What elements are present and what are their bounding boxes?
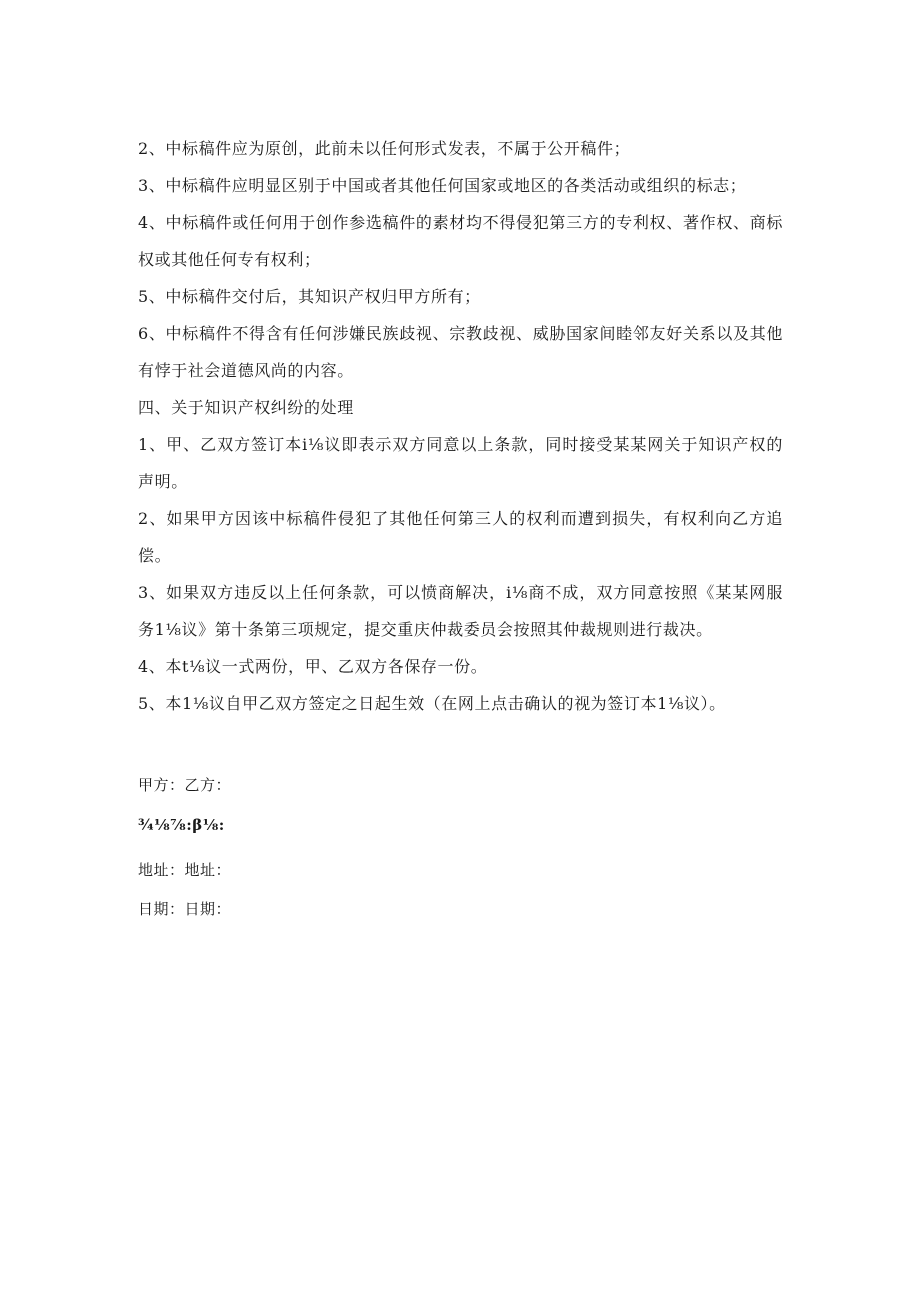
clause-5: 5、中标稿件交付后，其知识产权归甲方所有； [138, 287, 481, 306]
signature-address: 地址：地址： [138, 861, 232, 879]
clause-3: 3、中标稿件应明显区别于中国或者其他任何国家或地区的各类活动或组织的标志； [138, 176, 747, 195]
clause-6: 6、中标稿件不得含有任何涉嫌民族歧视、宗教歧视、威胁国家间睦邻友好关系以及其他有悖于社会道德风尚的内容。 [138, 324, 783, 380]
signature-parties: 甲方：乙方： [138, 776, 232, 794]
section-four-item-4: 4、本t⅛议一式两份，甲、乙双方各保存一份。 [138, 657, 488, 676]
section-four-item-2: 2、如果甲方因该中标稿件侵犯了其他任何第三人的权利而遭到损失，有权利向乙方追偿。 [138, 509, 783, 565]
signature-date: 日期：日期： [138, 900, 232, 918]
signature-garbled-line: ¾⅛⅞:β⅛: [138, 816, 225, 834]
section-four-item-5: 5、本1⅛议自甲乙双方签定之日起生效（在网上点击确认的视为签订本1⅛议）。 [138, 694, 726, 713]
section-four-item-3: 3、如果双方违反以上任何条款，可以愤商解决，i⅛商不成，双方同意按照《某某网服务1⅛议》第十条第三项规定，提交重庆仲裁委员会按照其仲裁规则进行裁决。 [138, 583, 783, 639]
section-four-heading: 四、关于知识产权纠纷的处理 [138, 398, 354, 417]
document-body [138, 130, 783, 722]
section-four-item-1: 1、甲、乙双方签订本i⅛议即表示双方同意以上条款，同时接受某某网关于知识产权的声明。 [138, 435, 783, 491]
clause-4: 4、中标稿件或任何用于创作参选稿件的素材均不得侵犯第三方的专利权、著作权、商标权或其他任何专有权利； [138, 213, 783, 269]
clause-2: 2、中标稿件应为原创，此前未以任何形式发表，不属于公开稿件； [138, 139, 631, 158]
